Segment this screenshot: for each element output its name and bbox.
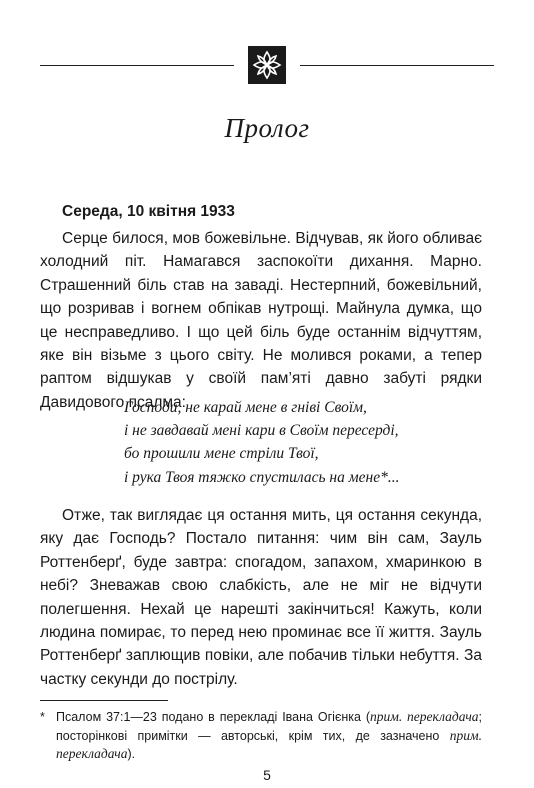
chapter-ornament <box>40 46 494 84</box>
diamond-knot-icon <box>248 46 286 84</box>
footnote-text-part: ; посторінкові примітки — авторські, крім тих, де зазначено <box>56 710 482 743</box>
poem-line: бо прошили мене стріли Твої, <box>124 445 319 463</box>
poem-line: і рука Твоя тяжко спустилась на мене*... <box>124 468 400 486</box>
body-paragraph-2 <box>40 504 482 691</box>
footnote-mark: * <box>40 710 45 724</box>
footnote-text-part: Псалом 37:1—23 подано в перекладі Івана Огієнка ( <box>56 710 370 724</box>
poem-line: Господи, не карай мене в гніві Своїм, <box>124 399 367 416</box>
ornament-rule-right <box>300 65 494 66</box>
psalm-quote <box>124 396 399 489</box>
footnote-text-part: ). <box>127 747 136 761</box>
footnote-italic: прим. перекладача <box>370 709 479 724</box>
entry-date: Середа, 10 квітня 1933 <box>62 203 235 220</box>
page-number: 5 <box>263 767 271 783</box>
paragraph-text: Отже, так виглядає ця остання мить, ця остання секунда, яку дає Господь? Постало питання: чим він сам, Зауль Роттенберґ, буде завтра: спогадом, запахом, хмаринкою в небі? Зневажав свою слабкість, але не міг не відчути полегшення. Нехай це нарешті закінчиться! Кажуть, коли людина помирає, то перед нею проминає все її життя. Зауль Роттенберґ заплющив повіки, але побачив тільки небуття. За частку секунди до пострілу. <box>40 507 482 688</box>
footnote-rule <box>40 700 168 701</box>
footnote-italic: прим. перекладача <box>56 727 482 761</box>
poem-line: і не завдавай мені кари в Своїм пересерді, <box>124 422 399 440</box>
footnote-text <box>56 708 482 764</box>
ornament-rule-left <box>40 65 234 66</box>
paragraph-text: Серце билося, мов божевільне. Відчував, як його обливає холодний піт. Намагався заспокоїти дихання. Марно. Страшенний біль став на заваді. Нестерпний, божевільний, що розривав і вогнем обпікав нутрощі. Майнула думка, що це несправедливо. І що цей біль буде останнім відчуттям, яке він візьме з цього світу. Не молився роками, а тепер раптом відшукав у своїй пам’яті давно забуті рядки Давидового псалма: <box>40 230 482 411</box>
body-paragraph-1 <box>40 227 482 414</box>
footnote <box>40 708 482 764</box>
chapter-title: Пролог <box>224 113 310 143</box>
